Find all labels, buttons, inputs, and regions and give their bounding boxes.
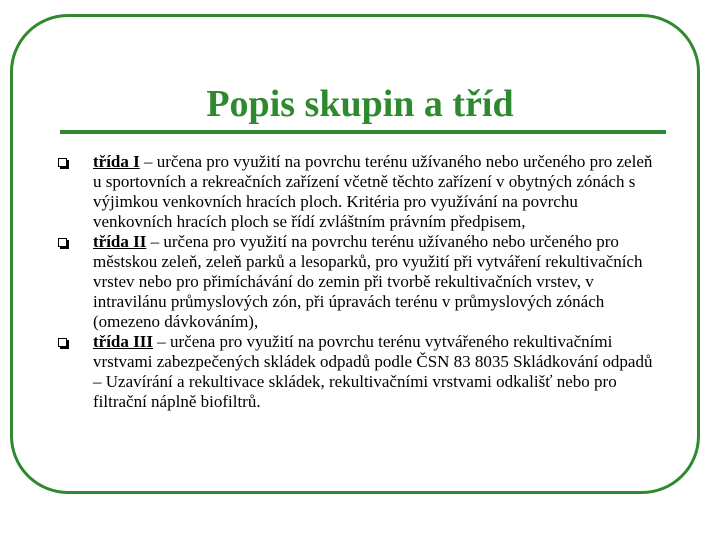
bullet-item-class-2: [58, 232, 658, 332]
bullet-term: třída III: [93, 332, 153, 351]
bullet-list: [58, 152, 658, 412]
bullet-text: – určena pro využití na povrchu terénu vytvářeného rekultivačními vrstvami zabezpečených skládek odpadů podle ČSN 83 8035 Skládkování odpadů – Uzavírání a rekultivace skládek, rekultivačními vrstvami odkališť nebo pro filtrační náplně biofiltrů.: [93, 332, 653, 411]
square-bullet-icon: [58, 238, 67, 247]
bullet-term: třída II: [93, 232, 147, 251]
title-underline: [60, 130, 666, 134]
slide-title: Popis skupin a tříd: [206, 83, 514, 125]
square-bullet-icon: [58, 158, 67, 167]
square-bullet-icon: [58, 338, 67, 347]
bullet-term: třída I: [93, 152, 140, 171]
bullet-item-class-3: [58, 332, 658, 412]
bullet-text: – určena pro využití na povrchu terénu užívaného nebo určeného pro zeleň u sportovních a rekreačních zařízení včetně těchto zařízení v obytných zónách s výjimkou venkovních hracích ploch. Kritéria pro využívání na povrchu venkovních hracích ploch se řídí zvláštním právním předpisem,: [93, 152, 653, 231]
bullet-text: – určena pro využití na povrchu terénu užívaného nebo určeného pro městskou zeleň, zeleň parků a lesoparků, pro využití při vytváření rekultivačních vrstev nebo pro přimíchávání do zemin při tvorbě rekultivačních vrstev, v intravilánu průmyslových zón, při úpravách terénu v průmyslových zónách (omezeno dávkováním),: [93, 232, 643, 331]
bullet-item-class-1: [58, 152, 658, 232]
